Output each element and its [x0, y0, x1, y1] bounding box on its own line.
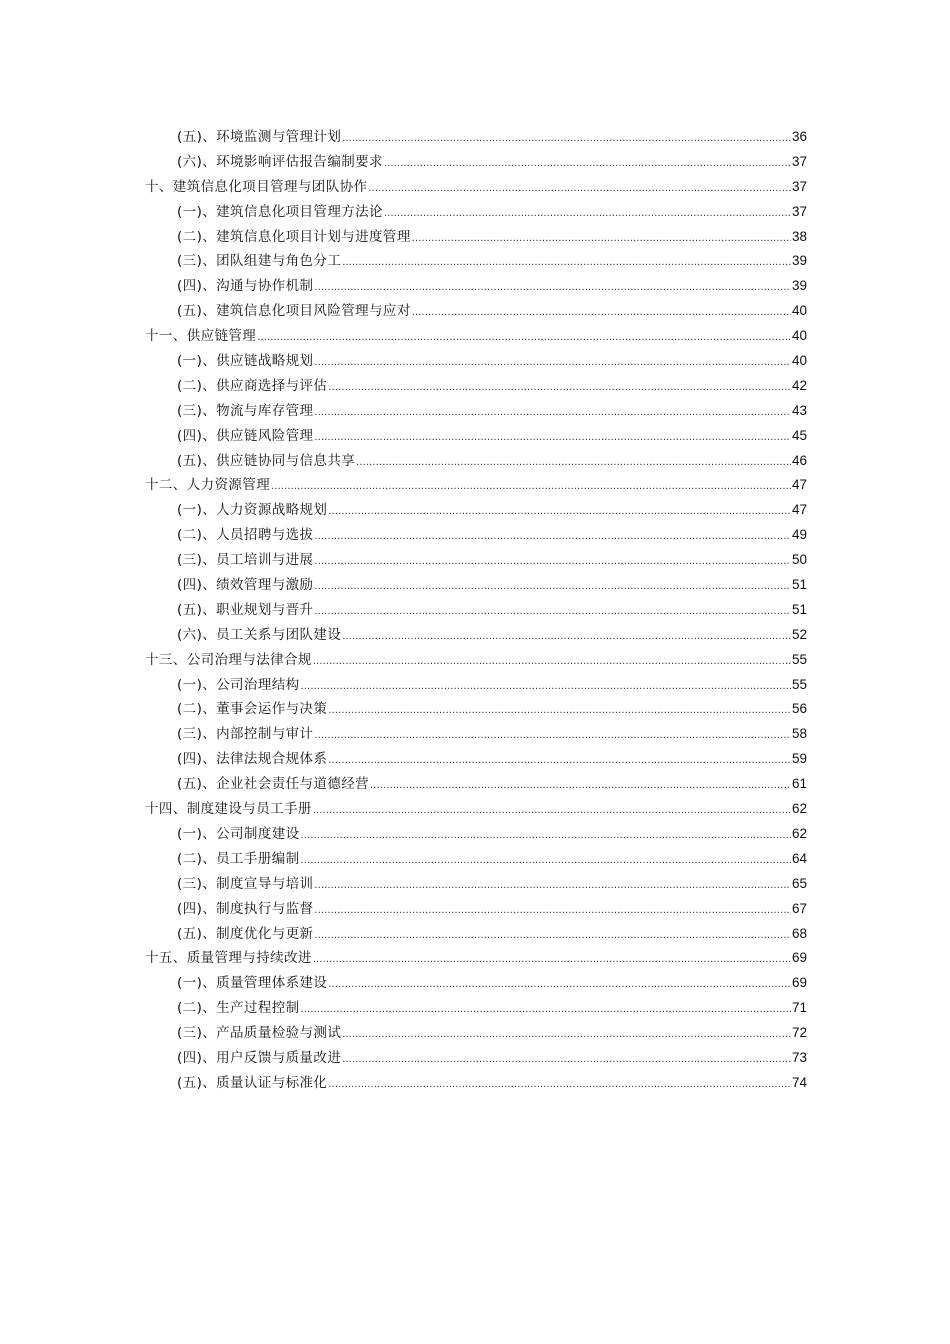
toc-entry-title: (四)、绩效管理与激励: [177, 577, 314, 594]
toc-page-number: 46: [791, 452, 807, 468]
toc-section-entry[interactable]: [145, 897, 807, 922]
toc-entry-title: (四)、制度执行与监督: [177, 900, 314, 917]
toc-page-number: 37: [791, 203, 807, 219]
toc-page-number: 47: [791, 477, 807, 493]
toc-dot-leader: [342, 1047, 791, 1072]
toc-entry-title: (五)、制度优化与更新: [177, 925, 314, 942]
toc-page-number: 62: [791, 825, 807, 841]
toc-entry-title: 十四、制度建设与员工手册: [145, 801, 312, 818]
toc-section-entry[interactable]: [145, 299, 807, 324]
toc-section-entry[interactable]: [145, 150, 807, 175]
toc-dot-leader: [328, 375, 791, 400]
toc-section-entry[interactable]: [145, 548, 807, 573]
toc-dot-leader: [314, 524, 791, 549]
toc-section-entry[interactable]: [145, 1071, 807, 1096]
toc-page-number: 39: [791, 278, 807, 294]
toc-page-number: 58: [791, 726, 807, 742]
toc-section-entry[interactable]: [145, 125, 807, 150]
toc-dot-leader: [301, 848, 791, 873]
toc-page-number: 69: [791, 950, 807, 966]
toc-entry-title: 十五、质量管理与持续改进: [145, 950, 312, 967]
toc-entry-title: (五)、环境监测与管理计划: [177, 129, 342, 145]
toc-entry-title: (五)、供应链协同与信息共享: [177, 452, 356, 469]
toc-section-entry[interactable]: [145, 573, 807, 598]
toc-dot-leader: [314, 400, 791, 425]
toc-page-number: 42: [791, 377, 807, 393]
toc-dot-leader: [384, 151, 791, 176]
toc-page-number: 36: [791, 129, 807, 144]
toc-dot-leader: [342, 250, 791, 275]
toc-entry-title: (三)、团队组建与角色分工: [177, 253, 342, 270]
toc-section-entry[interactable]: [145, 399, 807, 424]
toc-dot-leader: [314, 723, 791, 748]
toc-page-number: 67: [791, 900, 807, 916]
toc-section-entry[interactable]: [145, 449, 807, 474]
toc-section-entry[interactable]: [145, 249, 807, 274]
toc-dot-leader: [314, 425, 791, 450]
toc-entry-title: (二)、建筑信息化项目计划与进度管理: [177, 228, 411, 245]
toc-entry-title: (一)、建筑信息化项目管理方法论: [177, 203, 383, 220]
toc-dot-leader: [342, 624, 791, 649]
toc-section-entry[interactable]: [145, 274, 807, 299]
toc-dot-leader: [356, 450, 791, 475]
toc-entry-title: (一)、质量管理体系建设: [177, 975, 328, 992]
toc-entry-title: (五)、建筑信息化项目风险管理与应对: [177, 303, 411, 320]
toc-dot-leader: [271, 474, 791, 499]
toc-page-number: 43: [791, 402, 807, 418]
toc-dot-leader: [301, 823, 791, 848]
toc-dot-leader: [314, 599, 791, 624]
toc-entry-title: 十二、人力资源管理: [145, 477, 271, 494]
toc-section-entry[interactable]: [145, 996, 807, 1021]
toc-page-number: 55: [791, 676, 807, 692]
toc-page-number: 38: [791, 228, 807, 244]
toc-entry-title: (四)、沟通与协作机制: [177, 278, 314, 295]
toc-entry-title: (六)、员工关系与团队建设: [177, 626, 342, 643]
toc-section-entry[interactable]: [145, 225, 807, 250]
toc-dot-leader: [328, 1072, 791, 1097]
toc-dot-leader: [412, 226, 791, 251]
toc-section-entry[interactable]: [145, 847, 807, 872]
toc-section-entry[interactable]: [145, 374, 807, 399]
toc-entry-title: (二)、供应商选择与评估: [177, 377, 328, 394]
toc-page-number: 74: [791, 1074, 807, 1090]
toc-section-entry[interactable]: [145, 971, 807, 996]
toc-dot-leader: [313, 649, 791, 674]
toc-entry-title: (四)、用户反馈与质量改进: [177, 1049, 342, 1066]
toc-page-number: 72: [791, 1025, 807, 1041]
toc-page-number: 37: [791, 153, 807, 169]
toc-dot-leader: [301, 997, 791, 1022]
toc-section-entry[interactable]: [145, 200, 807, 225]
toc-chapter-entry[interactable]: [145, 324, 807, 349]
toc-dot-leader: [412, 300, 791, 325]
toc-chapter-entry[interactable]: [145, 797, 807, 822]
toc-section-entry[interactable]: [145, 922, 807, 947]
toc-entry-title: (三)、物流与库存管理: [177, 402, 314, 419]
toc-entry-title: 十、建筑信息化项目管理与团队协作: [145, 178, 368, 195]
toc-dot-leader: [314, 873, 791, 898]
toc-section-entry[interactable]: [145, 822, 807, 847]
toc-dot-leader: [328, 698, 791, 723]
toc-page-number: 71: [791, 1000, 807, 1016]
toc-entry-title: (二)、董事会运作与决策: [177, 701, 328, 718]
toc-dot-leader: [313, 798, 791, 823]
toc-chapter-entry[interactable]: [145, 648, 807, 673]
toc-dot-leader: [314, 898, 791, 923]
toc-entry-title: 十一、供应链管理: [145, 328, 257, 345]
toc-section-entry[interactable]: [145, 673, 807, 698]
toc-entry-title: (一)、公司治理结构: [177, 676, 300, 693]
toc-page-number: 73: [791, 1049, 807, 1065]
toc-section-entry[interactable]: [145, 1021, 807, 1046]
toc-page-number: 52: [791, 626, 807, 642]
toc-dot-leader: [368, 176, 791, 201]
toc-entry-title: 十三、公司治理与法律合规: [145, 651, 312, 668]
toc-chapter-entry[interactable]: [145, 473, 807, 498]
toc-page-number: 40: [791, 353, 807, 369]
toc-page-number: 37: [791, 178, 807, 194]
toc-dot-leader: [314, 574, 791, 599]
toc-page-number: 51: [791, 601, 807, 617]
toc-dot-leader: [384, 201, 791, 226]
toc-dot-leader: [370, 773, 791, 798]
toc-dot-leader: [328, 499, 791, 524]
toc-page-number: 59: [791, 751, 807, 767]
toc-section-entry[interactable]: [145, 598, 807, 623]
toc-entry-title: (一)、人力资源战略规划: [177, 502, 328, 519]
toc-page-number: 49: [791, 527, 807, 543]
toc-page-number: 64: [791, 850, 807, 866]
toc-section-entry[interactable]: [145, 424, 807, 449]
toc-dot-leader: [257, 325, 791, 350]
toc-page-number: 65: [791, 875, 807, 891]
toc-dot-leader: [342, 1022, 791, 1047]
toc-dot-leader: [314, 350, 791, 375]
toc-dot-leader: [342, 126, 791, 151]
toc-dot-leader: [328, 748, 791, 773]
toc-entry-title: (三)、产品质量检验与测试: [177, 1025, 342, 1042]
toc-page-number: 68: [791, 925, 807, 941]
toc-section-entry[interactable]: [145, 623, 807, 648]
toc-page-number: 55: [791, 651, 807, 667]
toc-dot-leader: [314, 923, 791, 948]
toc-section-entry[interactable]: [145, 1046, 807, 1071]
toc-page-number: 47: [791, 502, 807, 518]
toc-page-number: 56: [791, 701, 807, 717]
toc-entry-title: (二)、人员招聘与选拔: [177, 527, 314, 544]
toc-page-number: 39: [791, 253, 807, 269]
toc-section-entry[interactable]: [145, 523, 807, 548]
toc-section-entry[interactable]: [145, 772, 807, 797]
toc-dot-leader: [314, 549, 791, 574]
toc-page-number: 69: [791, 975, 807, 991]
toc-page-number: 51: [791, 577, 807, 593]
toc-section-entry[interactable]: [145, 349, 807, 374]
toc-entry-title: (二)、生产过程控制: [177, 1000, 300, 1017]
table-of-contents: [145, 125, 807, 1096]
toc-entry-title: (二)、员工手册编制: [177, 850, 300, 867]
toc-dot-leader: [301, 674, 791, 699]
toc-entry-title: (三)、员工培训与进展: [177, 552, 314, 569]
toc-page-number: 62: [791, 801, 807, 817]
toc-chapter-entry[interactable]: [145, 946, 807, 971]
toc-section-entry[interactable]: [145, 747, 807, 772]
toc-entry-title: (五)、职业规划与晋升: [177, 601, 314, 618]
toc-section-entry[interactable]: [145, 697, 807, 722]
toc-entry-title: (三)、制度宣导与培训: [177, 875, 314, 892]
toc-section-entry[interactable]: [145, 498, 807, 523]
toc-section-entry[interactable]: [145, 872, 807, 897]
toc-chapter-entry[interactable]: [145, 175, 807, 200]
toc-page-number: 50: [791, 552, 807, 568]
toc-dot-leader: [313, 947, 791, 972]
toc-page-number: 40: [791, 303, 807, 319]
toc-entry-title: (四)、供应链风险管理: [177, 427, 314, 444]
toc-entry-title: (六)、环境影响评估报告编制要求: [177, 153, 383, 170]
toc-dot-leader: [314, 275, 791, 300]
toc-dot-leader: [328, 972, 791, 997]
toc-section-entry[interactable]: [145, 722, 807, 747]
toc-page-number: 40: [791, 328, 807, 344]
toc-entry-title: (一)、供应链战略规划: [177, 353, 314, 370]
toc-entry-title: (三)、内部控制与审计: [177, 726, 314, 743]
toc-page-number: 61: [791, 776, 807, 792]
toc-entry-title: (一)、公司制度建设: [177, 825, 300, 842]
toc-entry-title: (五)、企业社会责任与道德经营: [177, 776, 370, 793]
toc-entry-title: (四)、法律法规合规体系: [177, 751, 328, 768]
toc-entry-title: (五)、质量认证与标准化: [177, 1074, 328, 1091]
toc-page-number: 45: [791, 427, 807, 443]
